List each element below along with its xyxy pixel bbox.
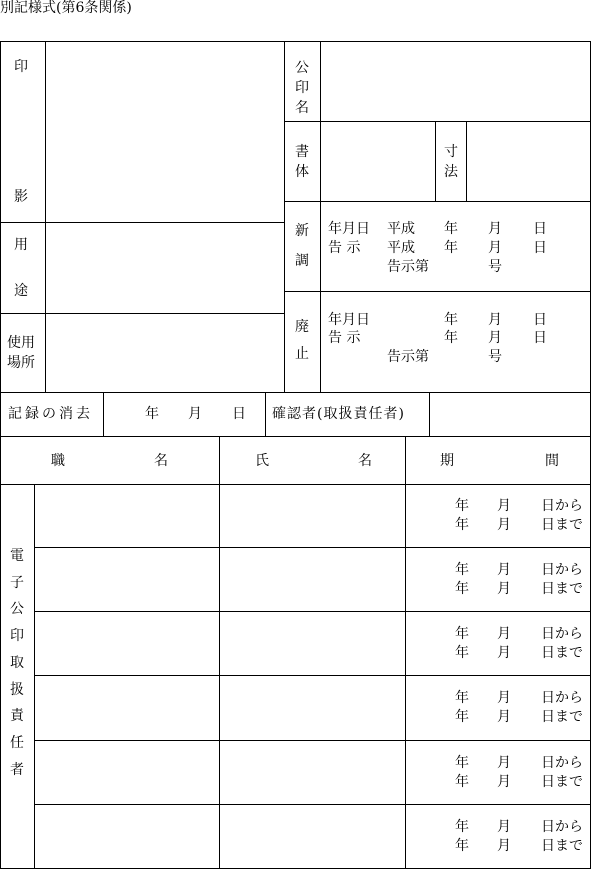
- abolish-notice-day: 日: [533, 330, 547, 346]
- abolish-notice-label: 告 示: [328, 330, 361, 346]
- line-label-col: [45, 41, 46, 392]
- header-shoku: 職: [51, 453, 65, 469]
- period-from-month: 月: [497, 498, 511, 514]
- line-erase-1: [103, 392, 104, 436]
- line-row-4: [34, 740, 591, 741]
- typeface-label: 書体: [295, 144, 309, 180]
- period-from: 日から: [541, 755, 583, 771]
- new-notice-month: 月: [488, 240, 502, 256]
- line-row-3: [34, 675, 591, 676]
- period-to-year: 年: [455, 581, 469, 597]
- period-to: 日まで: [541, 774, 583, 790]
- confirm-label: 確認者(取扱責任者): [272, 406, 405, 422]
- period-to-year: 年: [455, 517, 469, 533]
- period-to-month: 月: [497, 517, 511, 533]
- line-row-2: [34, 611, 591, 612]
- period-to: 日まで: [541, 517, 583, 533]
- new-notice-year: 年: [444, 240, 458, 256]
- new-date-label: 年月日: [328, 221, 370, 237]
- abolish-notice-year: 年: [444, 330, 458, 346]
- abolish-date-label: 年月日: [328, 312, 370, 328]
- new-month: 月: [488, 221, 502, 237]
- line-row-1: [34, 547, 591, 548]
- new-label-top: 新: [295, 223, 309, 239]
- period-from-month: 月: [497, 690, 511, 706]
- seal-label-top: 印: [14, 59, 28, 75]
- period-from: 日から: [541, 819, 583, 835]
- erase-month: 月: [188, 406, 202, 422]
- period-from-month: 月: [497, 626, 511, 642]
- new-notice-no-suffix: 号: [488, 259, 502, 275]
- new-label-bottom: 調: [295, 253, 309, 269]
- period-to-year: 年: [455, 838, 469, 854]
- header-shoku-mei: 名: [154, 453, 168, 469]
- usage-label-bottom: 途: [14, 283, 28, 299]
- line-typeface-bottom: [284, 201, 591, 202]
- period-to: 日まで: [541, 709, 583, 725]
- period-from-year: 年: [455, 626, 469, 642]
- period-to-year: 年: [455, 645, 469, 661]
- line-right-label-col: [320, 41, 321, 392]
- line-erase-3: [429, 392, 430, 436]
- new-notice-label: 告 示: [328, 240, 361, 256]
- period-to-month: 月: [497, 838, 511, 854]
- period-from-year: 年: [455, 562, 469, 578]
- new-day: 日: [533, 221, 547, 237]
- abolish-notice-no-label: 告示第: [387, 349, 429, 365]
- seal-name-label: 公印名: [295, 60, 309, 116]
- period-to-month: 月: [497, 581, 511, 597]
- period-to: 日まで: [541, 838, 583, 854]
- line-name-bottom: [284, 121, 591, 122]
- period-from-year: 年: [455, 498, 469, 514]
- abolish-notice-no-suffix: 号: [488, 349, 502, 365]
- new-notice-era: 平成: [387, 240, 415, 256]
- border-left: [0, 41, 1, 869]
- header-kan: 間: [545, 453, 559, 469]
- header-shi: 氏: [255, 453, 269, 469]
- abolish-year: 年: [444, 312, 458, 328]
- period-to-month: 月: [497, 774, 511, 790]
- abolish-label-top: 廃: [295, 319, 309, 335]
- size-label: 寸法: [444, 144, 458, 180]
- new-notice-day: 日: [533, 240, 547, 256]
- abolish-notice-month: 月: [488, 330, 502, 346]
- period-from: 日から: [541, 626, 583, 642]
- period-from-month: 月: [497, 562, 511, 578]
- new-era: 平成: [387, 221, 415, 237]
- new-year: 年: [444, 221, 458, 237]
- abolish-day: 日: [533, 312, 547, 328]
- line-row-5: [34, 804, 591, 805]
- line-new-bottom: [284, 291, 591, 292]
- line-officer-col: [34, 484, 35, 868]
- period-from: 日から: [541, 690, 583, 706]
- erase-year: 年: [145, 406, 159, 422]
- usage-label-top: 用: [14, 237, 28, 253]
- erase-day: 日: [232, 406, 246, 422]
- period-to-month: 月: [497, 709, 511, 725]
- period-from-month: 月: [497, 755, 511, 771]
- new-notice-no-label: 告示第: [387, 259, 429, 275]
- line-header-bottom: [0, 484, 591, 485]
- period-to: 日まで: [541, 581, 583, 597]
- line-seal-bottom: [0, 222, 285, 223]
- header-ki: 期: [440, 453, 454, 469]
- period-to-year: 年: [455, 774, 469, 790]
- line-size-right: [466, 121, 467, 201]
- line-erase-2: [265, 392, 266, 436]
- period-from-year: 年: [455, 690, 469, 706]
- place-label: 使用場所: [7, 335, 35, 371]
- period-to-year: 年: [455, 709, 469, 725]
- header-shi-mei: 名: [358, 453, 372, 469]
- abolish-month: 月: [488, 312, 502, 328]
- line-size-left: [435, 121, 436, 201]
- period-from-year: 年: [455, 819, 469, 835]
- line-usage-bottom: [0, 313, 285, 314]
- period-to: 日まで: [541, 645, 583, 661]
- seal-label-bottom: 影: [14, 189, 28, 205]
- line-header-top: [0, 436, 591, 437]
- period-from-year: 年: [455, 755, 469, 771]
- officer-label: 電子公印取扱責任者: [10, 548, 24, 778]
- period-to-month: 月: [497, 645, 511, 661]
- period-from: 日から: [541, 498, 583, 514]
- form-caption: 別記様式(第6条関係): [0, 0, 132, 16]
- period-from-month: 月: [497, 819, 511, 835]
- period-from: 日から: [541, 562, 583, 578]
- abolish-label-bottom: 止: [295, 346, 309, 362]
- line-erase-top: [0, 392, 591, 393]
- line-mid-col: [284, 41, 285, 392]
- erase-label: 記録の消去: [8, 406, 93, 422]
- border-top: [0, 41, 591, 42]
